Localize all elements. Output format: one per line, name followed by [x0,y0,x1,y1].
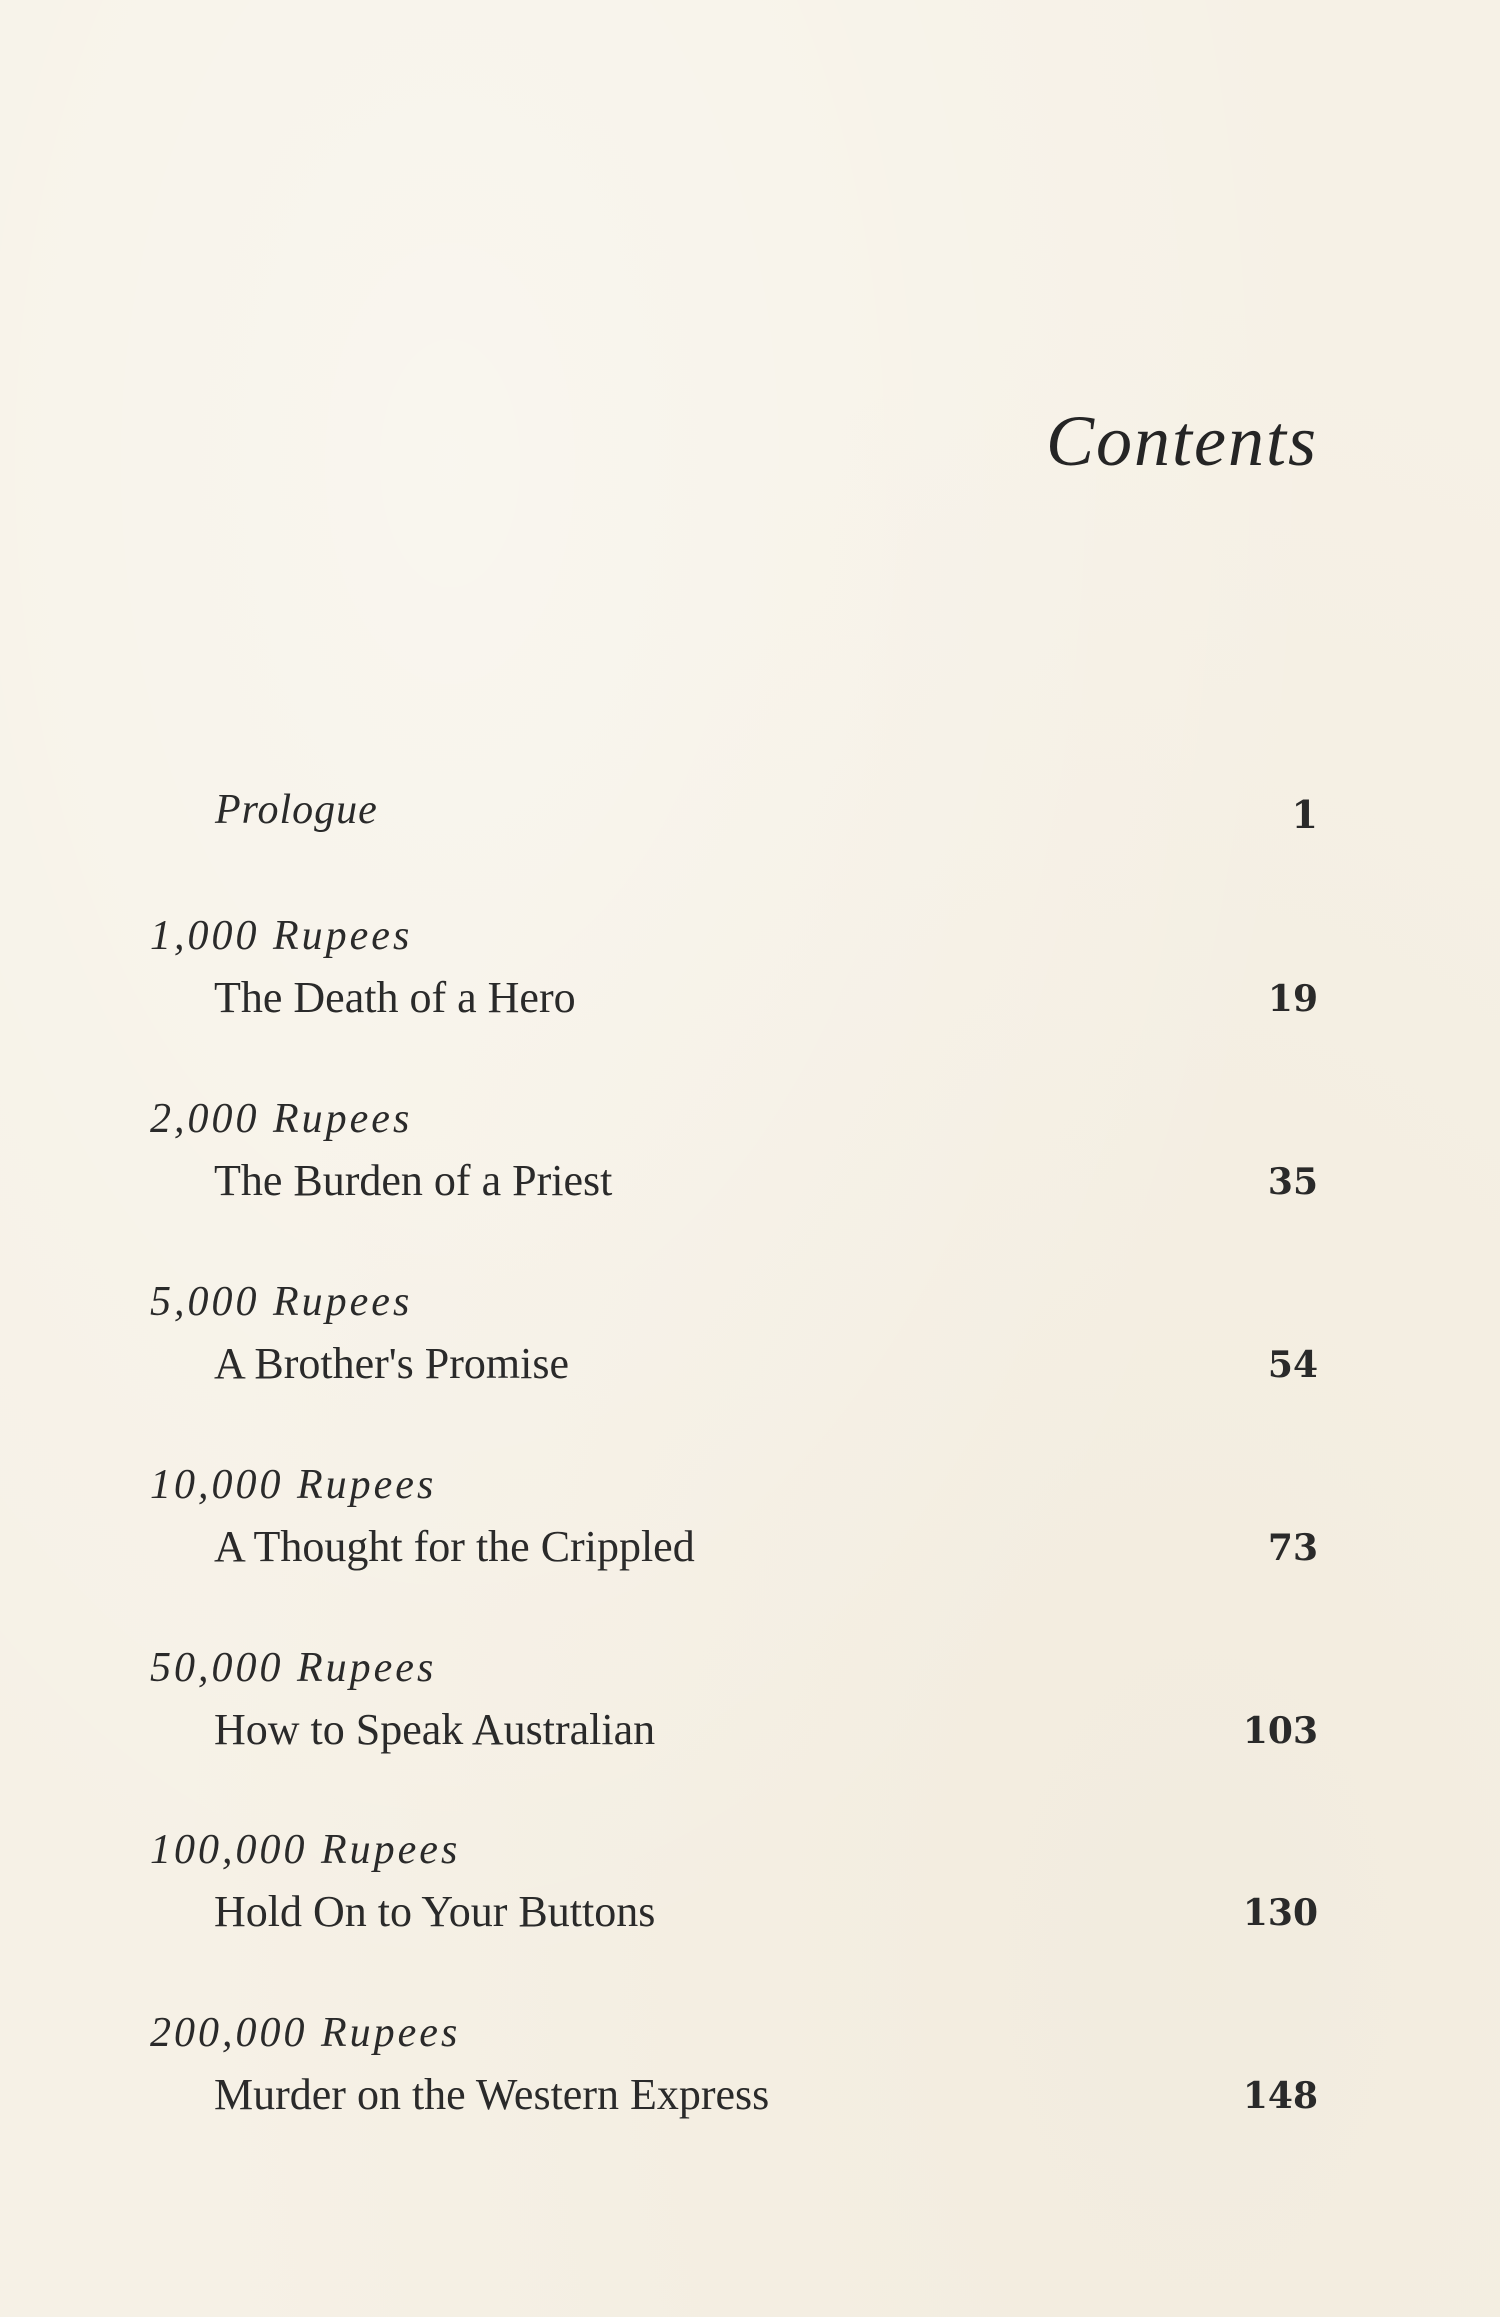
toc-entry [150,1461,1318,1611]
entry-amount: 200,000 Rupees [150,2010,461,2056]
contents-heading: Contents [1045,401,1318,481]
entry-page-number: 148 [1242,2075,1318,2117]
toc-entry [150,1644,1318,1794]
entry-title: A Thought for the Crippled [214,1522,695,1571]
prologue-label: Prologue [215,787,378,833]
entry-title: Murder on the Western Express [214,2070,770,2119]
toc-entry-prologue [215,786,1317,846]
entry-title: The Burden of a Priest [214,1156,613,1205]
toc-entry [150,1095,1318,1245]
entry-page-number: 19 [1267,978,1318,1020]
toc-entry [150,1278,1318,1428]
entry-page-number: 54 [1267,1344,1318,1386]
entry-title: The Death of a Hero [214,973,576,1022]
entry-page-number: 35 [1267,1161,1318,1203]
entry-title: How to Speak Australian [214,1705,656,1754]
toc-entry [150,1826,1318,1976]
toc-entry [150,912,1318,1062]
entry-title: Hold On to Your Buttons [214,1887,656,1936]
prologue-page-number: 1 [1291,792,1318,837]
entry-amount: 100,000 Rupees [150,1827,461,1873]
entry-amount: 5,000 Rupees [150,1279,413,1325]
toc-entry [150,2009,1318,2159]
entry-page-number: 103 [1242,1710,1318,1752]
entry-page-number: 130 [1242,1892,1318,1934]
entry-page-number: 73 [1267,1527,1318,1569]
entry-title: A Brother's Promise [214,1339,570,1388]
entry-amount: 2,000 Rupees [150,1096,413,1142]
entry-amount: 10,000 Rupees [150,1462,437,1508]
entry-amount: 1,000 Rupees [150,913,413,959]
entry-amount: 50,000 Rupees [150,1645,437,1691]
